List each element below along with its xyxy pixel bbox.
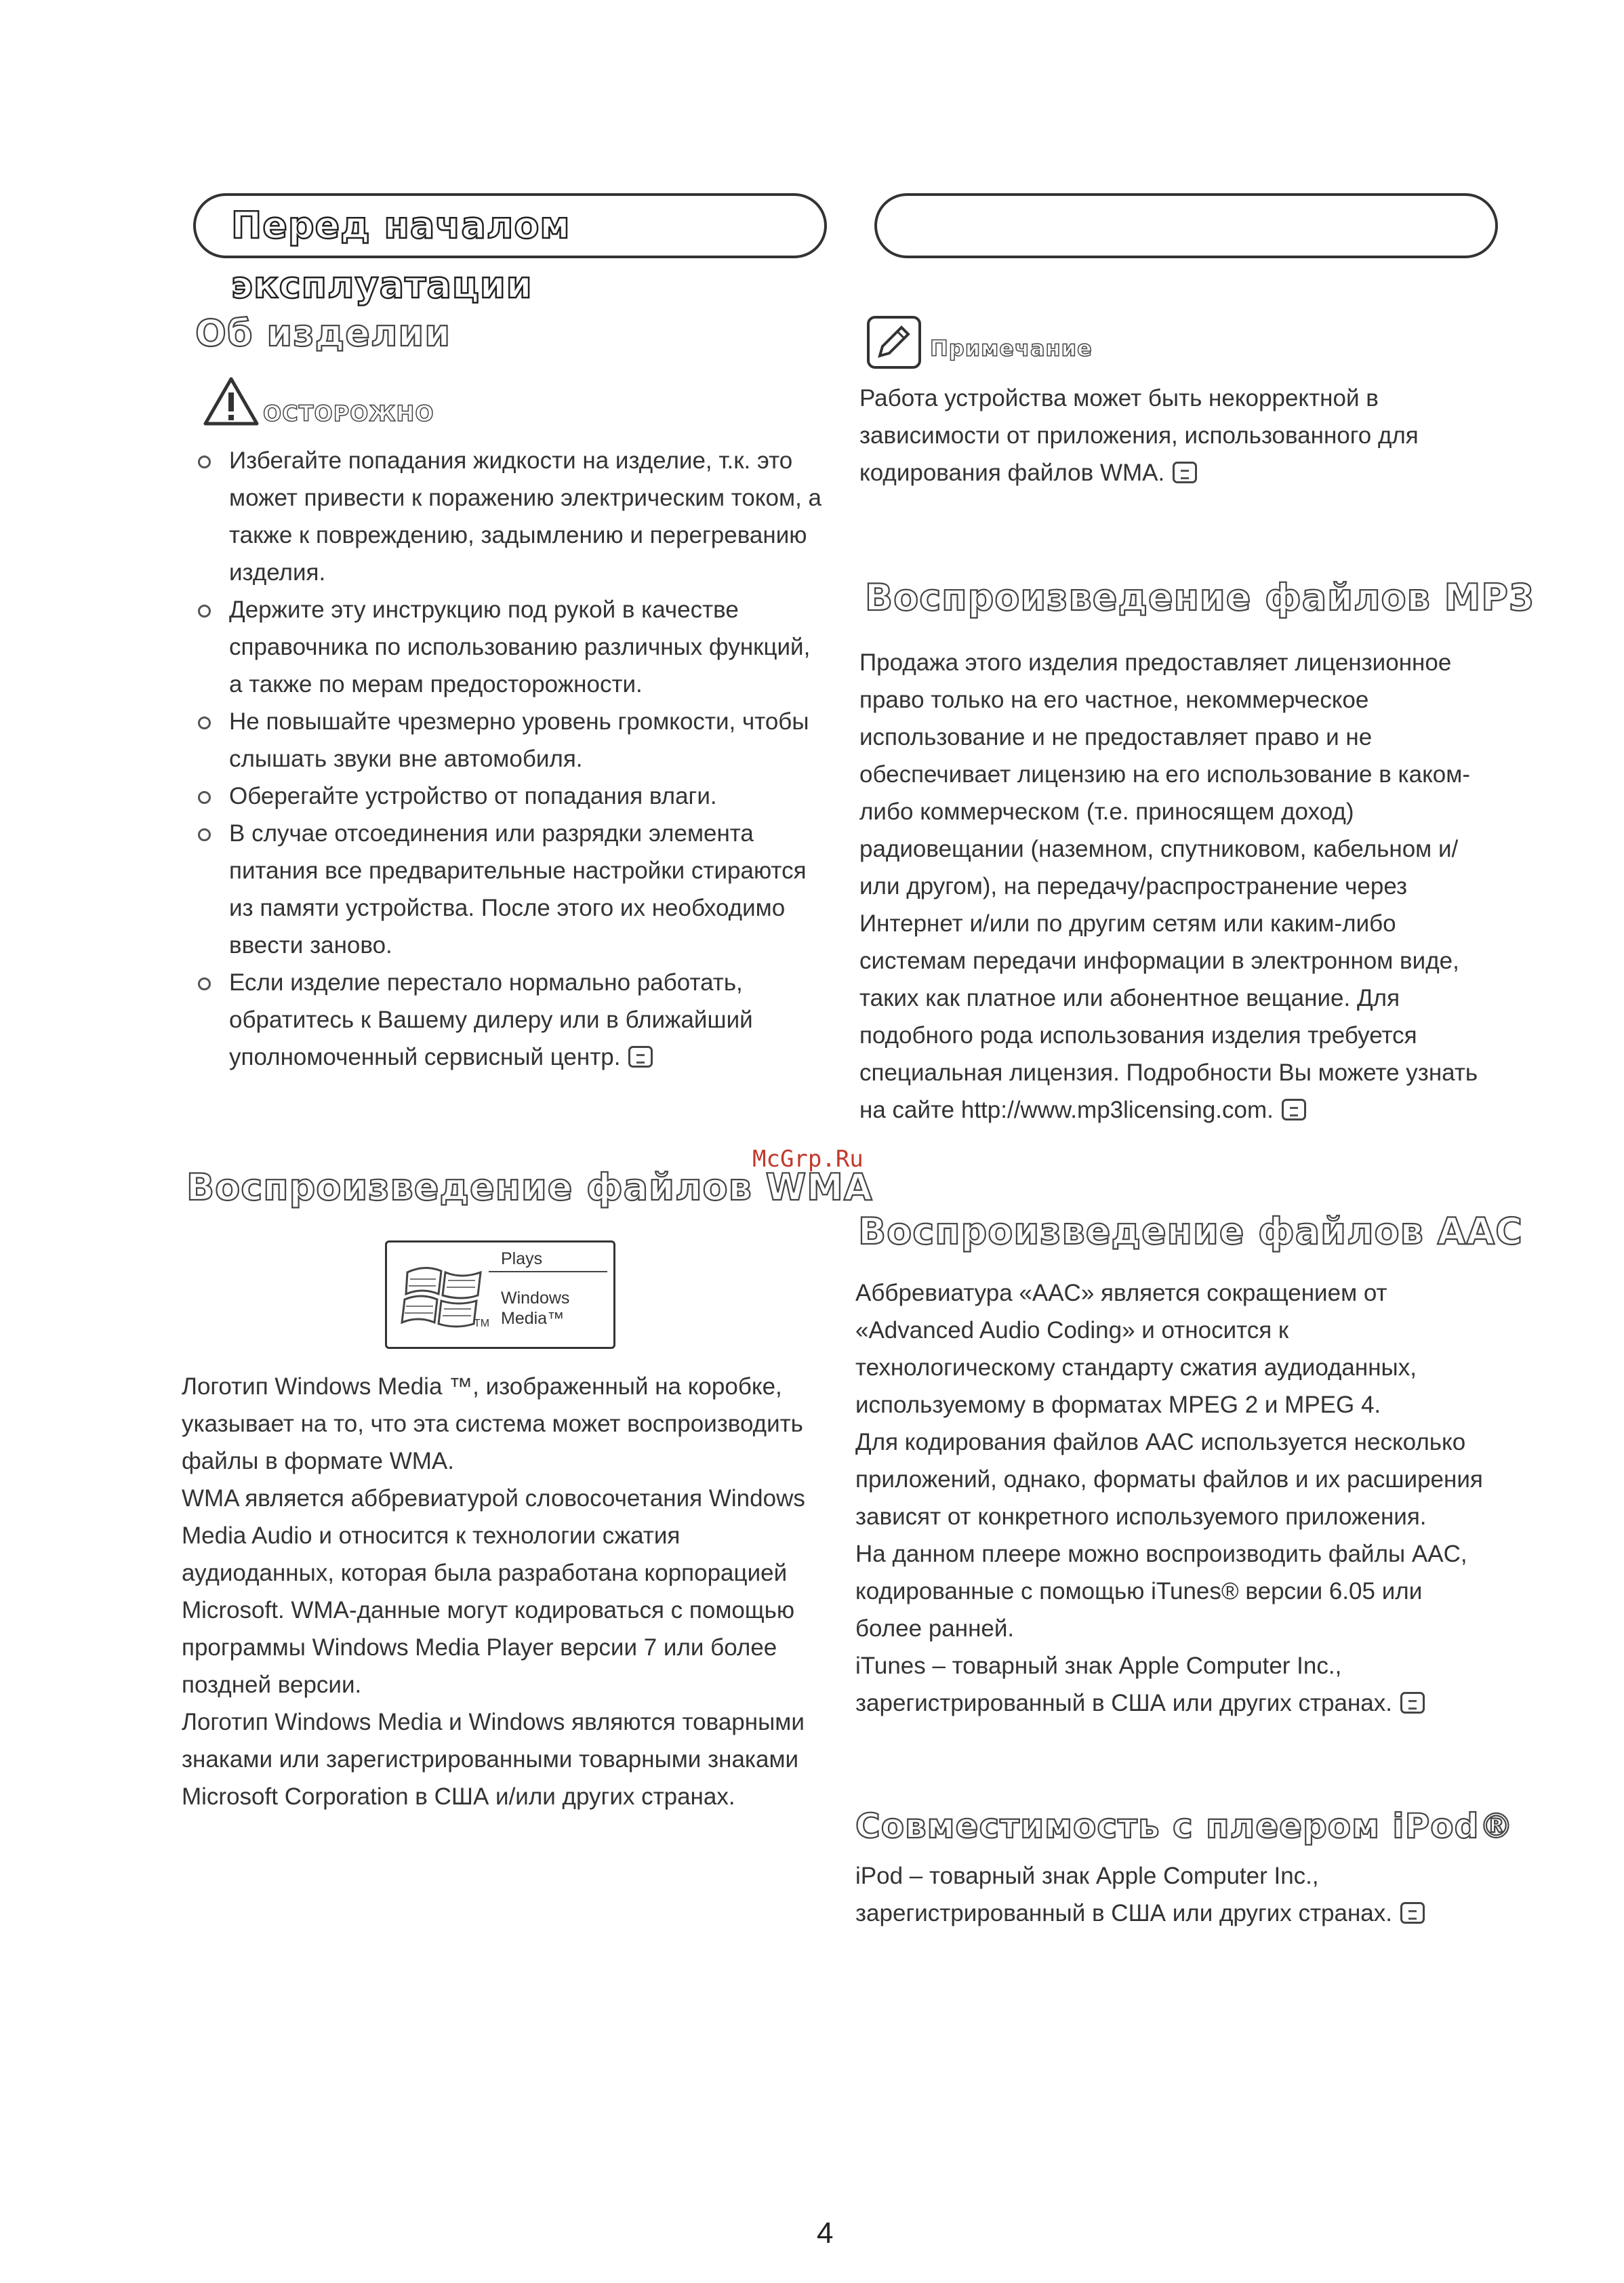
wma-paragraph-3: Логотип Windows Media и Windows являются товарными знаками или зарегистрированными товарными знаками Microsoft Corporation в США и/или других странах. bbox=[182, 1709, 805, 1810]
logo-windows: Windows bbox=[501, 1289, 570, 1308]
about-heading: Об изделии bbox=[195, 312, 451, 355]
end-mark-icon bbox=[1400, 1902, 1425, 1924]
end-mark-icon bbox=[1400, 1692, 1425, 1714]
warning-icon bbox=[203, 376, 259, 426]
note-text: Работа устройства может быть некорректной в зависимости от приложения, использованного для кодирования файлов WMA. bbox=[859, 385, 1419, 486]
wma-body bbox=[182, 1368, 815, 1815]
caution-label: ОСТОРОЖНО bbox=[263, 401, 434, 426]
aac-body bbox=[855, 1274, 1489, 1722]
section-title-pill bbox=[193, 193, 827, 306]
list-item: Если изделие перестало нормально работать, обратитесь к Вашему дилеру или в ближайший уполномоченный сервисный центр. bbox=[191, 964, 828, 1076]
ipod-heading: Совместимость с плеером iPod® bbox=[855, 1806, 1514, 1846]
list-item: Не повышайте чрезмерно уровень громкости, чтобы слышать звуки вне автомобиля. bbox=[191, 703, 828, 777]
bullet-icon bbox=[198, 716, 211, 729]
bullet-icon bbox=[198, 828, 211, 841]
end-mark-icon bbox=[1282, 1099, 1306, 1120]
caution-row bbox=[203, 376, 610, 430]
note-row bbox=[866, 315, 1273, 369]
list-item: В случае отсоединения или разрядки элемента питания все предварительные настройки стираются из памяти устройства. После этого их необходимо ввести заново. bbox=[191, 815, 828, 964]
caution-list bbox=[191, 442, 828, 1076]
logo-media: Media™ bbox=[501, 1309, 565, 1328]
bullet-icon bbox=[198, 456, 211, 468]
section-title: Перед началом эксплуатации bbox=[231, 204, 571, 306]
aac-paragraph-1: Аббревиатура «AAC» является сокращением от «Advanced Audio Coding» и относится к технологическому стандарту сжатия аудиоданных, используемому в форматах MPEG 2 и MPEG 4. bbox=[855, 1280, 1417, 1418]
logo-plays: Plays bbox=[501, 1249, 543, 1268]
list-item: Избегайте попадания жидкости на изделие, т.к. это может привести к поражению электрическим током, а также к повреждению, задымлению и перегреванию изделия. bbox=[191, 442, 828, 591]
section-title-pill-empty bbox=[874, 193, 1498, 258]
aac-paragraph-4: iTunes – товарный знак Apple Computer Inc., зарегистрированный в США или других странах. bbox=[855, 1647, 1489, 1722]
note-pencil-icon bbox=[866, 315, 922, 369]
logo-divider bbox=[489, 1271, 607, 1272]
logo-tm: TM bbox=[474, 1318, 490, 1329]
ipod-text: iPod – товарный знак Apple Computer Inc., зарегистрированный в США или других странах. bbox=[855, 1857, 1489, 1932]
note-label: Примечание bbox=[930, 336, 1093, 361]
bullet-icon bbox=[198, 605, 211, 618]
aac-paragraph-2: Для кодирования файлов AAC используется несколько приложений, однако, форматы файлов и их расширения зависят от конкретного используемого приложения. bbox=[855, 1429, 1483, 1530]
watermark: McGrp.Ru bbox=[752, 1146, 864, 1173]
list-item: Оберегайте устройство от попадания влаги. bbox=[191, 777, 828, 815]
end-mark-icon bbox=[628, 1046, 653, 1068]
windows-media-logo bbox=[385, 1240, 615, 1349]
bullet-icon bbox=[198, 977, 211, 990]
bullet-icon bbox=[198, 791, 211, 804]
end-mark-icon bbox=[1173, 462, 1197, 483]
mp3-text: Продажа этого изделия предоставляет лицензионное право только на его частное, некоммерческое использование и не предоставляет право и не обеспечивает лицензию на его использование в каком-либо коммерческом (т.е. приносящем доход) радиовещании (наземном, спутниковом, кабельном и/или другом), на передачу/распространение через Интернет и/или по другим сетям или каким-либо системам передачи информации в электронном виде, таких как платное или абонентное вещание. Для подобного рода использования изделия требуется специальная лицензия. Подробности Вы можете узнать на сайте http://www.mp3licensing.com. bbox=[859, 649, 1478, 1123]
wma-heading: Воспроизведение файлов WMA bbox=[186, 1166, 873, 1209]
page-number: 4 bbox=[817, 2217, 834, 2250]
wma-paragraph-1: Логотип Windows Media ™, изображенный на коробке, указывает на то, что эта система может воспроизводить файлы в формате WMA. bbox=[182, 1373, 803, 1474]
wma-paragraph-2: WMA является аббревиатурой словосочетания Windows Media Audio и относится к технологии сжатия аудиоданных, которая была разработана корпорацией Microsoft. WMA-данные могут кодироваться с помощью программы Windows Media Player версии 7 или более поздней версии. bbox=[182, 1485, 805, 1698]
mp3-heading: Воспроизведение файлов MP3 bbox=[865, 576, 1535, 619]
list-item: Держите эту инструкцию под рукой в качестве справочника по использованию различных функций, а также по мерам предосторожности. bbox=[191, 591, 828, 703]
aac-heading: Воспроизведение файлов AAC bbox=[858, 1210, 1523, 1253]
aac-paragraph-3: На данном плеере можно воспроизводить файлы AAC, кодированные с помощью iTunes® версии 6.05 или более ранней. bbox=[855, 1541, 1467, 1642]
